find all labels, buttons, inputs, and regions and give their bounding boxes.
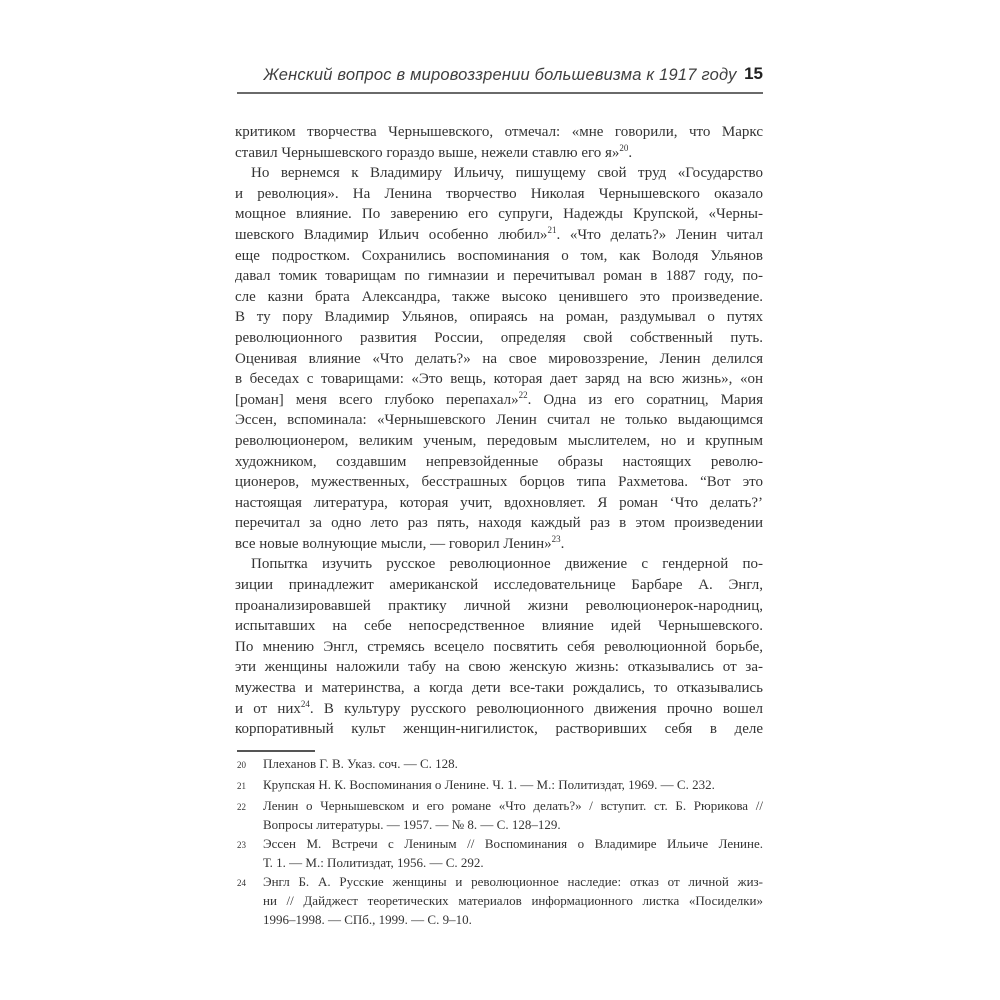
footnote-number: 21 <box>237 781 246 791</box>
text-line: ни // Дайджест теоретических материалов информационного листка «Посиделки» <box>263 893 763 908</box>
text-line: Но вернемся к Владимиру Ильичу, пишущему свой труд «Государство <box>251 165 763 182</box>
text-line: 1996–1998. — СПб., 1999. — С. 9–10. <box>263 912 472 927</box>
text-line: художником, создавшим непревзойденные образы настоящих револю- <box>235 453 763 470</box>
text-line: корпоративный культ женщин-нигилисток, растворивших себя в деле <box>235 721 763 738</box>
footnote-ref: 22 <box>518 389 528 400</box>
text-line: и от них$^{24}$. В культуру русского революционного движения прочно вошел <box>235 698 763 717</box>
text-line: ставил Чернышевского гораздо выше, нежели ставлю его я»$^{20}$. <box>235 142 633 161</box>
text-line: Эссен, вспоминала: «Чернышевского Ленин считал не только выдающимся <box>235 412 763 429</box>
header-rule <box>237 92 763 94</box>
footnote-ref: 24 <box>300 698 310 709</box>
text-line: революционного развития России, определяя свой собственный путь. <box>235 329 763 346</box>
text-line: [роман] меня всего глубоко перепахал»$^{22}$. Одна из его соратниц, Мария <box>235 389 764 408</box>
text-line: критиком творчества Чернышевского, отмечал: «мне говорили, что Маркс <box>235 124 763 140</box>
footnotes-section <box>237 754 763 929</box>
text-line: зиции принадлежит американской исследовательнице Барбаре А. Энгл, <box>235 577 763 594</box>
text-line: испытавших на себе непосредственное влияние идей Чернышевского. <box>235 618 763 635</box>
footnote-text <box>263 775 763 796</box>
body-text <box>235 122 763 740</box>
text-line: еще подростком. Сохранились воспоминания о том, как Володя Ульянов <box>235 247 763 264</box>
footnote-text <box>263 754 763 775</box>
text-line: Энгл Б. А. Русские женщины и революционное наследие: отказ от личной жиз- <box>263 874 763 889</box>
text-line: мощное влияние. По заверению его супруги, Надежды Крупской, «Черны- <box>235 206 763 223</box>
footnote-number: 23 <box>237 840 246 850</box>
footnote-separator <box>237 750 315 752</box>
text-line: сле казни брата Александра, также высоко ценившего это произведение. <box>235 288 763 305</box>
text-line: Вопросы литературы. — 1957. — № 8. — С. 128–129. <box>263 817 561 832</box>
text-line: революционером, великим ученым, передовым мыслителем, но и крупным <box>235 432 763 449</box>
text-line: все новые волнующие мысли, — говорил Ленин»$^{23}$. <box>235 533 565 552</box>
page-number: 15 <box>744 64 763 83</box>
text-line: мужества и материнства, а когда дети все-таки рождались, то отказывались <box>235 680 763 697</box>
footnote-item <box>237 834 763 872</box>
text-line: Эссен М. Встречи с Лениным // Воспоминания о Владимире Ильиче Ленине. <box>263 836 763 851</box>
text-line: давал томик товарищам по гимназии и перечитывал роман в 1887 году, по- <box>235 268 763 285</box>
footnote-text <box>263 872 763 929</box>
running-header-title: Женский вопрос в мировоззрении большевизма к 1917 году <box>263 66 737 84</box>
footnote-ref: 21 <box>547 224 557 235</box>
text-line: в беседах с товарищами: «Это вещь, которая дает заряд на всю жизнь», «он <box>235 371 763 388</box>
paragraph <box>235 554 763 739</box>
footnote-item <box>237 775 763 796</box>
footnote-ref: 20 <box>619 142 629 153</box>
text-line: ционеров, мужественных, бесстрашных борцов типа Рахметова. “Вот это <box>235 474 763 491</box>
text-line: Оценивая влияние «Что делать?» на свое мировоззрение, Ленин делился <box>235 350 763 367</box>
footnote-ref: 23 <box>551 533 561 544</box>
footnote-item <box>237 754 763 775</box>
text-line: Крупская Н. К. Воспоминания о Ленине. Ч. 1. — М.: Политиздат, 1969. — С. 232. <box>263 777 715 792</box>
footnote-number: 22 <box>237 802 246 812</box>
text-line: По мнению Энгл, стремясь всецело посвятить себя революционной борьбе, <box>235 638 763 655</box>
text-line: Т. 1. — М.: Политиздат, 1956. — С. 292. <box>263 855 484 870</box>
footnote-text <box>263 796 763 834</box>
running-header <box>237 64 763 90</box>
text-line: настоящая литература, которая учит, вдохновляет. Я роман ‘Что делать?’ <box>235 494 763 511</box>
text-line: проанализировавшей практику личной жизни революционерок-народниц, <box>235 597 763 614</box>
text-line: Попытка изучить русское революционное движение с гендерной по- <box>251 556 763 573</box>
text-line: В ту пору Владимир Ульянов, опираясь на роман, раздумывал о путях <box>235 309 763 326</box>
text-line: эти женщины наложили табу на свою женскую жизнь: отказывались от за- <box>235 659 763 676</box>
text-line: перечитал за одно лето раз пять, находя каждый раз в этом произведении <box>235 515 763 532</box>
text-line: и революция». На Ленина творчество Николая Чернышевского оказало <box>235 185 763 202</box>
paragraph <box>235 163 763 554</box>
text-line: Плеханов Г. В. Указ. соч. — С. 128. <box>263 756 458 771</box>
footnote-text <box>263 834 763 872</box>
text-line: шевского Владимир Ильич особенно любил»$^{21}$. «Что делать?» Ленин читал <box>235 224 763 243</box>
footnote-item <box>237 796 763 834</box>
footnote-item <box>237 872 763 929</box>
footnote-number: 24 <box>237 878 246 888</box>
paragraph <box>235 122 763 163</box>
text-line: Ленин о Чернышевском и его романе «Что делать?» / вступит. ст. Б. Рюрикова // <box>263 798 763 813</box>
footnote-number: 20 <box>237 760 246 770</box>
